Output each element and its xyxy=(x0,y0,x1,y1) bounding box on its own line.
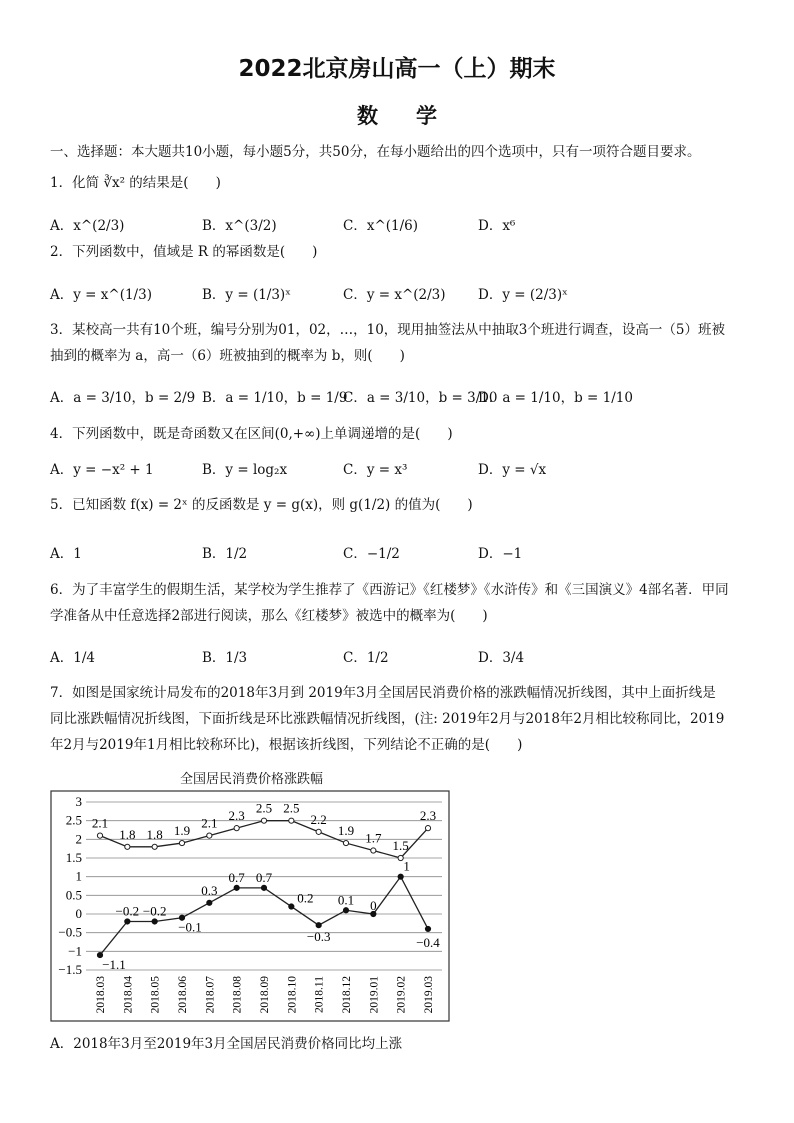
data-point xyxy=(425,826,430,831)
data-point xyxy=(234,885,239,890)
data-point xyxy=(289,818,294,823)
option-c: C．a = 3/10，b = 3/10 xyxy=(343,390,498,406)
data-point xyxy=(289,904,294,909)
y-tick-label: 3 xyxy=(75,794,82,809)
data-point xyxy=(261,818,266,823)
question-4-stem: 4．下列函数中，既是奇函数又在区间(0,+∞)上单调递增的是( ) xyxy=(50,426,453,442)
x-tick-label: 2019.01 xyxy=(368,976,381,1014)
question-7-stem-line-2: 同比涨跌幅情况折线图，下面折线是环比涨跌幅情况折线图，(注: 2019年2月与2018年2月相比较称同比，2019 xyxy=(50,711,725,727)
y-tick-label: 0 xyxy=(75,906,82,921)
data-label: 1.8 xyxy=(119,826,136,842)
y-tick-label: 1 xyxy=(75,868,82,884)
option-c: C．−1/2 xyxy=(343,546,400,562)
data-point xyxy=(125,844,130,849)
y-tick-label: 1.5 xyxy=(65,850,82,865)
data-label: 2.3 xyxy=(228,808,245,824)
option-a: A．x^(2/3) xyxy=(50,218,125,234)
data-point xyxy=(125,919,130,924)
data-point xyxy=(343,908,348,913)
question-2-stem: 2．下列函数中，值域是 R 的幂函数是( ) xyxy=(50,244,318,260)
x-tick-label: 2018.10 xyxy=(286,976,299,1014)
data-label: 2.5 xyxy=(283,800,300,816)
data-label: 0.7 xyxy=(255,869,273,885)
data-label: −0.2 xyxy=(142,903,167,919)
y-tick-label: 2 xyxy=(75,831,82,847)
cpi-line-chart xyxy=(50,790,450,1022)
data-label: 1.8 xyxy=(146,826,163,842)
option-b: B．a = 1/10，b = 1/9 xyxy=(202,390,348,406)
data-point xyxy=(371,848,376,853)
data-point xyxy=(207,900,212,905)
x-tick-label: 2018.06 xyxy=(177,976,189,1014)
data-label: 0.1 xyxy=(337,892,355,908)
option-c: C．y = x³ xyxy=(343,462,408,478)
question-3-options xyxy=(50,386,750,410)
question-5-stem: 5．已知函数 f(x) = 2ˣ 的反函数是 y = g(x)，则 g(1/2) 的值为( ) xyxy=(50,497,473,513)
data-label: 0 xyxy=(370,898,377,913)
subject-title: 数学 xyxy=(357,104,475,128)
y-tick-label: 0.5 xyxy=(65,887,82,903)
data-label: −0.3 xyxy=(306,929,331,945)
x-tick-label: 2018.12 xyxy=(341,976,353,1014)
data-point xyxy=(425,926,430,931)
data-label: 2.1 xyxy=(201,815,218,831)
y-tick-label: −1.5 xyxy=(58,962,82,977)
question-6-options xyxy=(50,646,750,670)
y-tick-label: −0.5 xyxy=(58,924,82,940)
option-a: A．a = 3/10，b = 2/9 xyxy=(50,390,196,406)
data-label: −0.1 xyxy=(178,919,202,935)
data-label: 0.3 xyxy=(201,882,218,898)
data-point xyxy=(316,923,321,928)
chart-title: 全国居民消费价格涨跌幅 xyxy=(180,772,324,787)
option-a: A．y = x^(1/3) xyxy=(50,287,152,303)
data-label: −0.2 xyxy=(115,903,140,919)
option-b: B．1/2 xyxy=(202,546,248,562)
data-label: 0.7 xyxy=(228,869,245,885)
question-4-options xyxy=(50,458,750,482)
y-tick-label: 2.5 xyxy=(65,812,82,828)
question-5-options xyxy=(50,542,750,566)
data-point xyxy=(152,844,157,849)
option-d: D．3/4 xyxy=(478,650,525,666)
data-label: 1 xyxy=(403,858,410,874)
x-tick-label: 2018.08 xyxy=(231,976,244,1014)
page-title: 2022北京房山高一（上）期末 xyxy=(238,56,556,82)
question-7-option-a: A．2018年3月至2019年3月全国居民消费价格同比均上涨 xyxy=(50,1036,403,1052)
x-tick-label: 2019.03 xyxy=(423,976,435,1014)
data-label: 2.1 xyxy=(91,815,109,831)
data-point xyxy=(398,874,403,879)
question-3-stem-line-1: 3．某校高一共有10个班，编号分别为01，02，…，10，现用抽签法从中抽取3个班进行调查，设高一（5）班被 xyxy=(50,322,725,338)
question-6-stem-line-2: 学准备从中任意选择2部进行阅读，那么《红楼梦》被选中的概率为( ) xyxy=(50,608,488,624)
option-d: D．x⁶ xyxy=(478,218,516,234)
option-d: D．a = 1/10，b = 1/10 xyxy=(478,390,633,406)
data-label: 2.3 xyxy=(419,808,437,824)
option-a: A．1 xyxy=(50,546,82,562)
data-label: −1.1 xyxy=(102,957,126,973)
x-tick-label: 2018.07 xyxy=(204,976,217,1014)
x-tick-label: 2018.05 xyxy=(149,976,162,1014)
data-point xyxy=(343,840,348,845)
x-tick-label: 2018.11 xyxy=(313,976,326,1013)
option-c: C．x^(1/6) xyxy=(343,218,419,234)
question-2-options xyxy=(50,283,750,307)
data-label: 1.9 xyxy=(337,823,355,839)
x-tick-label: 2018.03 xyxy=(95,976,107,1014)
question-1-stem: 1．化简 ∛x² 的结果是( ) xyxy=(50,175,221,191)
data-point xyxy=(234,826,239,831)
data-label: 0.2 xyxy=(297,890,314,906)
x-tick-label: 2018.04 xyxy=(122,976,135,1014)
option-b: B．x^(3/2) xyxy=(202,218,277,234)
option-d: D．y = (2/3)ˣ xyxy=(478,287,568,303)
section-heading: 一、选择题：本大题共10小题，每小题5分，共50分，在每小题给出的四个选项中，只有一项符合题目要求。 xyxy=(50,144,701,160)
question-6-stem-line-1: 6．为了丰富学生的假期生活，某学校为学生推荐了《西游记》《红楼梦》《水浒传》和《三国演义》4部名著．甲同 xyxy=(50,582,729,598)
data-point xyxy=(207,833,212,838)
question-3-stem-line-2: 抽到的概率为 a，高一（6）班被抽到的概率为 b，则( ) xyxy=(50,348,405,364)
data-label: −0.4 xyxy=(416,934,440,950)
option-b: B．y = log₂x xyxy=(202,462,288,478)
data-label: 2.2 xyxy=(310,811,327,827)
option-c: C．y = x^(2/3) xyxy=(343,287,446,303)
question-7-stem-line-3: 年2月与2019年1月相比较称环比)，根据该折线图，下列结论不正确的是( ) xyxy=(50,737,523,753)
data-label: 1.7 xyxy=(365,830,382,846)
data-point xyxy=(261,885,266,890)
question-1-options xyxy=(50,214,750,238)
x-tick-label: 2019.02 xyxy=(395,976,408,1014)
data-point xyxy=(152,919,157,924)
data-point xyxy=(179,840,184,845)
chart-frame xyxy=(51,791,449,1021)
option-b: B．1/3 xyxy=(202,650,248,666)
data-point xyxy=(97,833,102,838)
option-d: D．−1 xyxy=(478,546,523,562)
data-label: 1.9 xyxy=(173,823,191,839)
data-label: 2.5 xyxy=(255,800,273,816)
option-d: D．y = √x xyxy=(478,462,547,478)
option-a: A．1/4 xyxy=(50,650,95,666)
option-a: A．y = −x² + 1 xyxy=(50,462,154,478)
data-label: 1.5 xyxy=(392,838,409,853)
x-tick-label: 2018.09 xyxy=(259,976,271,1014)
question-7-stem-line-1: 7．如图是国家统计局发布的2018年3月到 2019年3月全国居民消费价格的涨跌幅情况折线图，其中上面折线是 xyxy=(50,685,716,701)
option-b: B．y = (1/3)ˣ xyxy=(202,287,291,303)
option-c: C．1/2 xyxy=(343,650,389,666)
y-tick-label: −1 xyxy=(68,943,82,959)
data-point xyxy=(316,829,321,834)
